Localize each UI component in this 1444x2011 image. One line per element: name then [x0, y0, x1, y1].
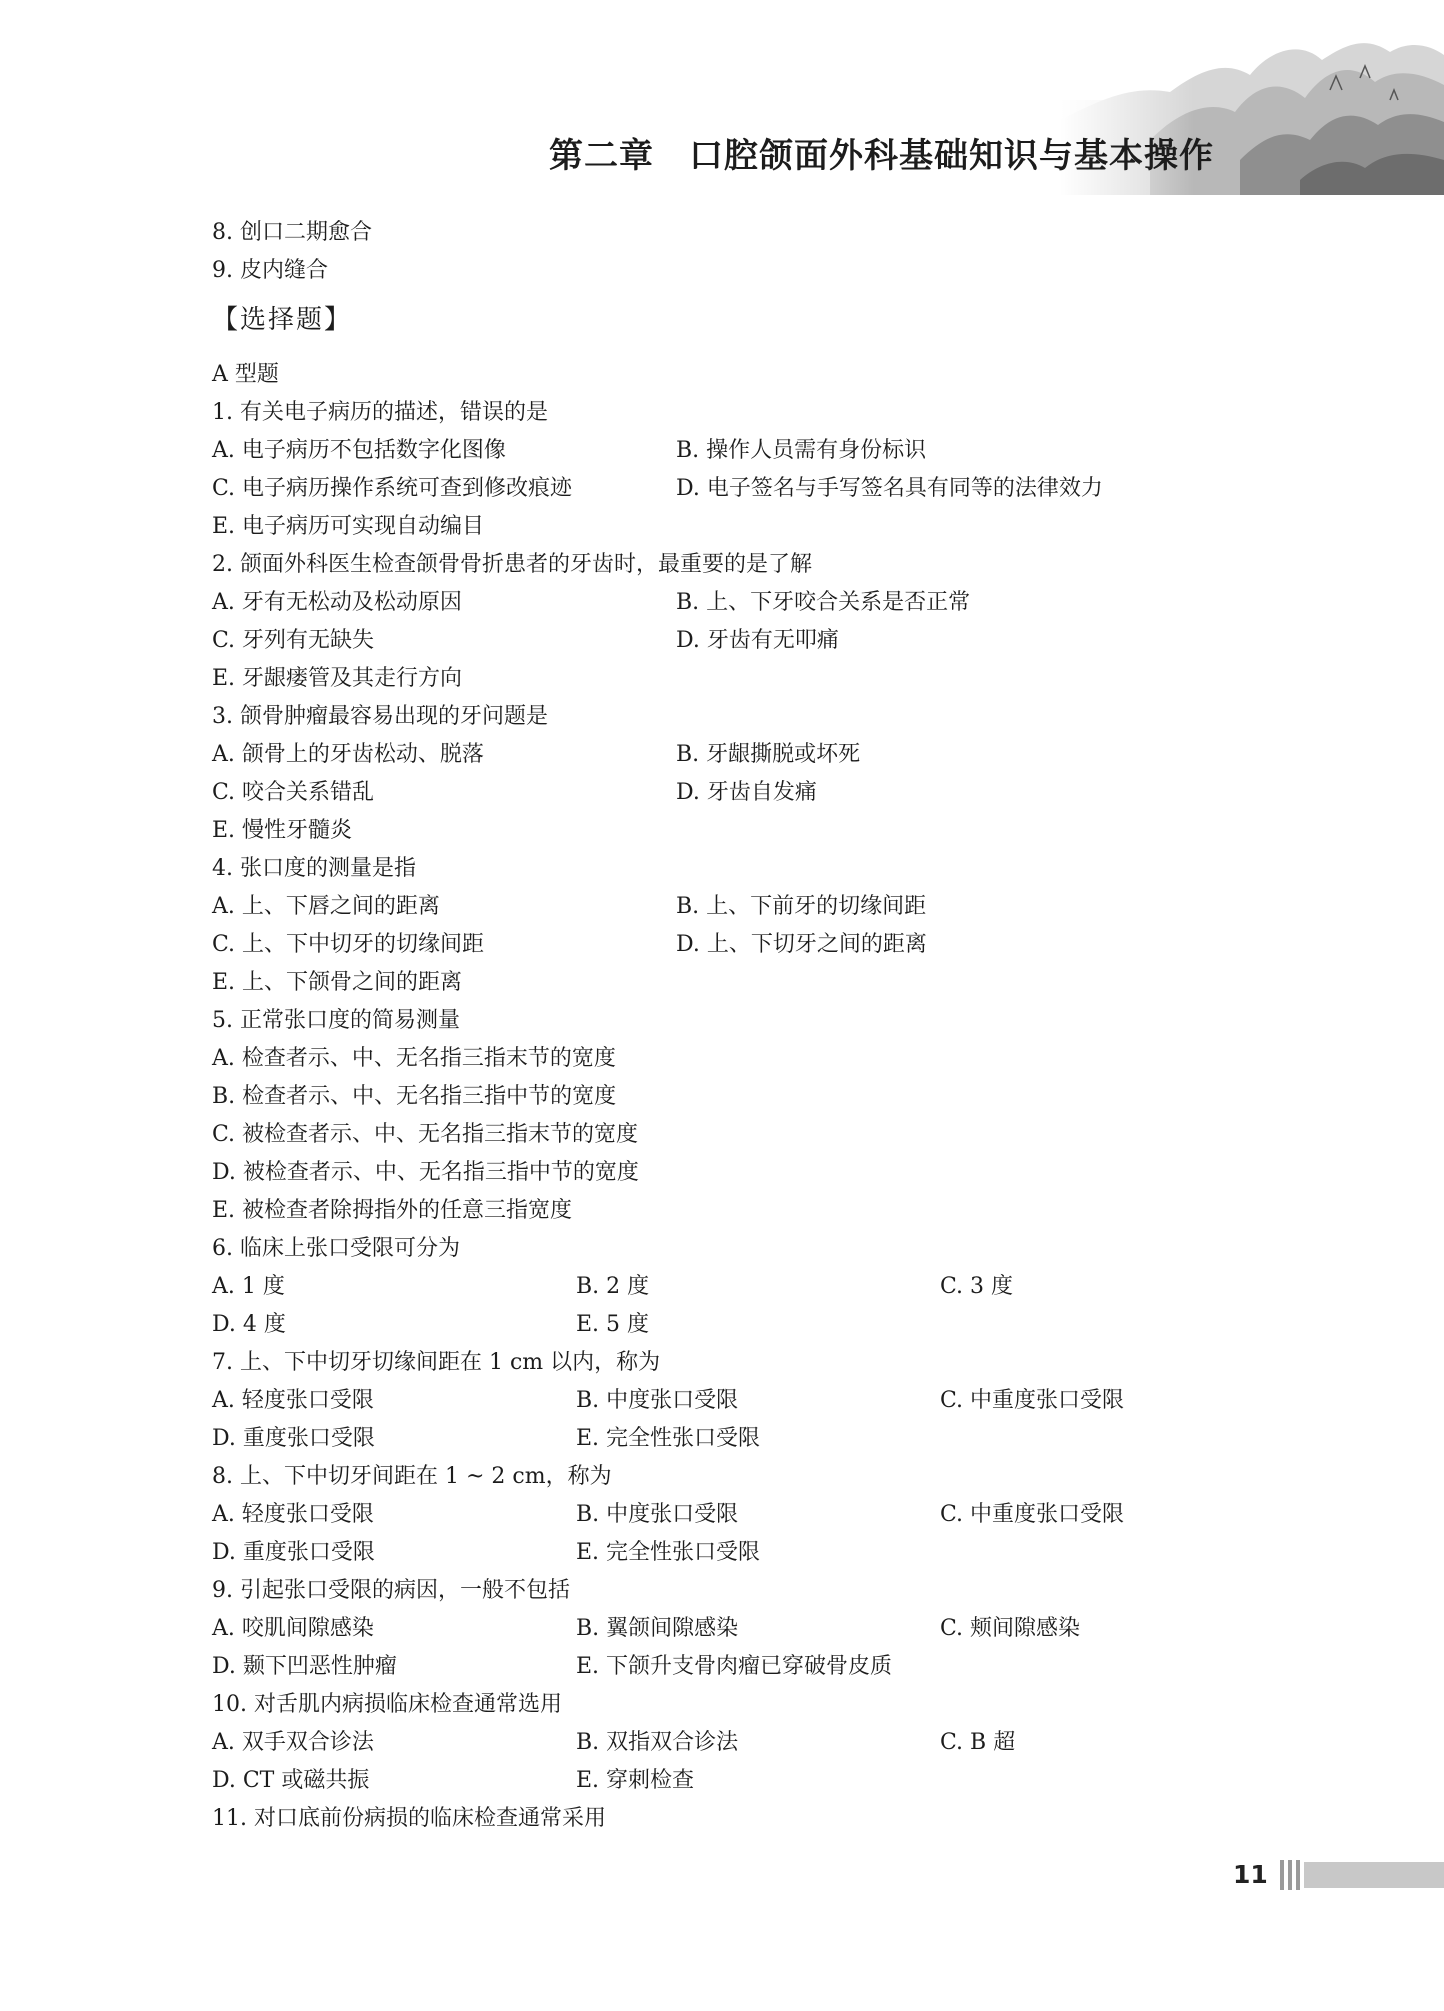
- answer-option: A. 上、下唇之间的距离: [212, 894, 440, 919]
- option-row: [212, 1154, 1272, 1192]
- answer-option: D. 牙齿有无叩痛: [676, 628, 839, 653]
- answer-option: D. 电子签名与手写签名具有同等的法律效力: [676, 476, 1103, 501]
- answer-option: B. 牙龈撕脱或坏死: [676, 742, 861, 767]
- question-stem: 5. 正常张口度的简易测量: [212, 1008, 460, 1033]
- option-row: [212, 812, 1272, 850]
- answer-option: B. 操作人员需有身份标识: [676, 438, 927, 463]
- question-stem: 6. 临床上张口受限可分为: [212, 1236, 460, 1261]
- option-row: [212, 1648, 1272, 1686]
- answer-option: D. 4 度: [212, 1312, 286, 1337]
- answer-option: E. 完全性张口受限: [576, 1540, 761, 1565]
- question-stem: 7. 上、下中切牙切缘间距在 1 cm 以内，称为: [212, 1350, 661, 1375]
- option-row: [212, 432, 1272, 470]
- answer-option: C. 中重度张口受限: [940, 1388, 1125, 1413]
- section-heading: 【选择题】: [212, 305, 353, 335]
- page-number: 11: [1233, 1860, 1268, 1889]
- option-row: [212, 774, 1272, 812]
- answer-option: E. 慢性牙髓炎: [212, 818, 353, 843]
- answer-option: C. 咬合关系错乱: [212, 780, 375, 805]
- option-row: [212, 1040, 1272, 1078]
- answer-option: E. 上、下颌骨之间的距离: [212, 970, 463, 995]
- answer-option: B. 中度张口受限: [576, 1502, 739, 1527]
- question-list: [212, 394, 1272, 1838]
- answer-option: E. 被检查者除拇指外的任意三指宽度: [212, 1198, 573, 1223]
- option-row: [212, 508, 1272, 546]
- answer-option: B. 中度张口受限: [576, 1388, 739, 1413]
- option-row: [212, 622, 1272, 660]
- option-row: [212, 736, 1272, 774]
- question-stem: 2. 颌面外科医生检查颌骨骨折患者的牙齿时，最重要的是了解: [212, 552, 812, 577]
- option-row: [212, 1192, 1272, 1230]
- answer-option: A. 双手双合诊法: [212, 1730, 374, 1755]
- answer-option: C. 电子病历操作系统可查到修改痕迹: [212, 476, 573, 501]
- question-stem: 10. 对舌肌内病损临床检查通常选用: [212, 1692, 562, 1717]
- option-row: [212, 1078, 1272, 1116]
- answer-option: E. 牙龈瘘管及其走行方向: [212, 666, 463, 691]
- answer-option: E. 电子病历可实现自动编目: [212, 514, 485, 539]
- answer-option: A. 牙有无松动及松动原因: [212, 590, 462, 615]
- answer-option: C. 被检查者示、中、无名指三指末节的宽度: [212, 1122, 639, 1147]
- option-row: [212, 1762, 1272, 1800]
- question-stem: 9. 引起张口受限的病因，一般不包括: [212, 1578, 570, 1603]
- answer-option: E. 5 度: [576, 1312, 650, 1337]
- question-stem: 4. 张口度的测量是指: [212, 856, 416, 881]
- answer-option: C. 中重度张口受限: [940, 1502, 1125, 1527]
- option-row: [212, 1496, 1272, 1534]
- definition-item: 9. 皮内缝合: [212, 258, 328, 283]
- answer-option: E. 下颌升支骨肉瘤已穿破骨皮质: [576, 1654, 893, 1679]
- answer-option: C. 颊间隙感染: [940, 1616, 1081, 1641]
- question-stem: 3. 颌骨肿瘤最容易出现的牙问题是: [212, 704, 548, 729]
- option-row: [212, 1420, 1272, 1458]
- answer-option: A. 1 度: [212, 1274, 285, 1299]
- option-row: [212, 584, 1272, 622]
- answer-option: D. 上、下切牙之间的距离: [676, 932, 927, 957]
- answer-option: D. 重度张口受限: [212, 1426, 375, 1451]
- answer-option: B. 双指双合诊法: [576, 1730, 739, 1755]
- answer-option: E. 穿刺检查: [576, 1768, 695, 1793]
- answer-option: B. 检查者示、中、无名指三指中节的宽度: [212, 1084, 617, 1109]
- answer-option: D. 颞下凹恶性肿瘤: [212, 1654, 397, 1679]
- option-row: [212, 1116, 1272, 1154]
- answer-option: B. 2 度: [576, 1274, 650, 1299]
- answer-option: A. 电子病历不包括数字化图像: [212, 438, 506, 463]
- option-row: [212, 888, 1272, 926]
- option-row: [212, 1534, 1272, 1572]
- answer-option: A. 咬肌间隙感染: [212, 1616, 374, 1641]
- answer-option: A. 检查者示、中、无名指三指末节的宽度: [212, 1046, 616, 1071]
- answer-option: B. 上、下前牙的切缘间距: [676, 894, 927, 919]
- option-row: [212, 926, 1272, 964]
- footer-bar-decoration: [1280, 1860, 1444, 1890]
- chapter-title: 第二章 口腔颌面外科基础知识与基本操作: [549, 136, 1214, 176]
- question-stem: 8. 上、下中切牙间距在 1 ~ 2 cm，称为: [212, 1464, 612, 1489]
- answer-option: A. 轻度张口受限: [212, 1502, 374, 1527]
- answer-option: D. 牙齿自发痛: [676, 780, 817, 805]
- answer-option: A. 轻度张口受限: [212, 1388, 374, 1413]
- answer-option: E. 完全性张口受限: [576, 1426, 761, 1451]
- option-row: [212, 660, 1272, 698]
- page-content: [212, 214, 1272, 1838]
- question-stem: 1. 有关电子病历的描述，错误的是: [212, 400, 548, 425]
- answer-option: B. 翼颌间隙感染: [576, 1616, 739, 1641]
- question-stem: 11. 对口底前份病损的临床检查通常采用: [212, 1806, 606, 1831]
- answer-option: D. CT 或磁共振: [212, 1768, 370, 1793]
- answer-option: C. 3 度: [940, 1274, 1014, 1299]
- answer-option: C. 牙列有无缺失: [212, 628, 375, 653]
- option-row: [212, 1268, 1272, 1306]
- option-row: [212, 1610, 1272, 1648]
- definition-item: 8. 创口二期愈合: [212, 220, 372, 245]
- answer-option: D. 被检查者示、中、无名指三指中节的宽度: [212, 1160, 639, 1185]
- option-row: [212, 964, 1272, 1002]
- question-type-label: A 型题: [212, 362, 279, 387]
- answer-option: D. 重度张口受限: [212, 1540, 375, 1565]
- answer-option: A. 颌骨上的牙齿松动、脱落: [212, 742, 484, 767]
- option-row: [212, 1382, 1272, 1420]
- answer-option: C. B 超: [940, 1730, 1016, 1755]
- answer-option: C. 上、下中切牙的切缘间距: [212, 932, 485, 957]
- answer-option: B. 上、下牙咬合关系是否正常: [676, 590, 971, 615]
- option-row: [212, 470, 1272, 508]
- option-row: [212, 1724, 1272, 1762]
- option-row: [212, 1306, 1272, 1344]
